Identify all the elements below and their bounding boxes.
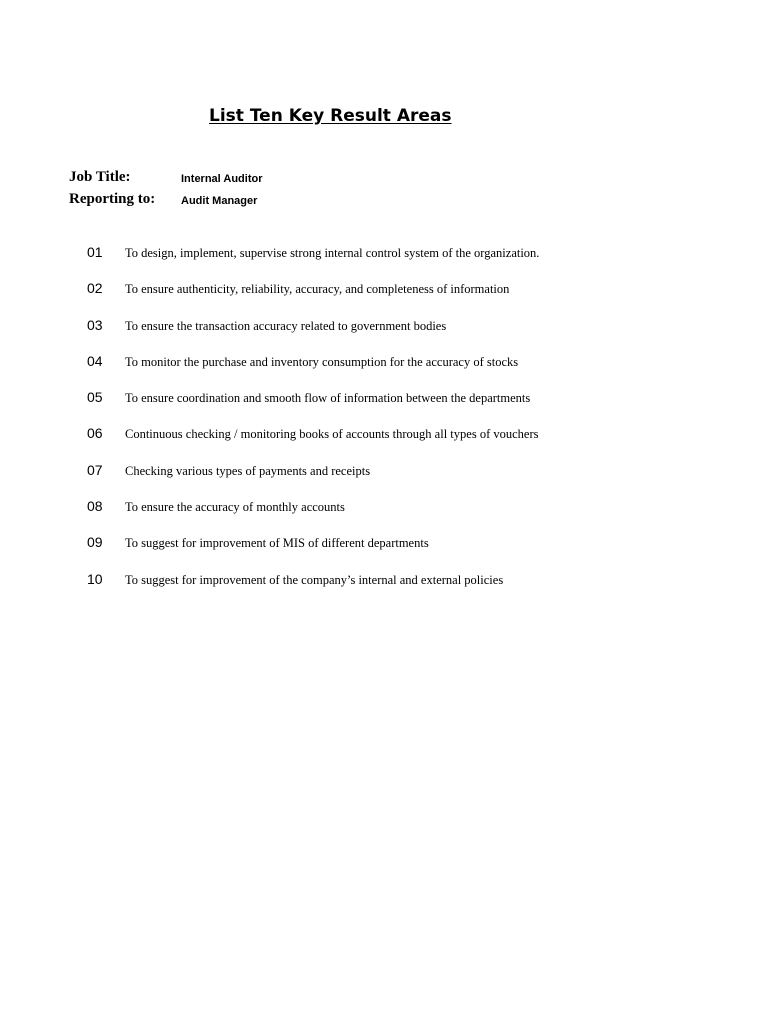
key-result-area-text: To ensure authenticity, reliability, accuracy, and completeness of information	[125, 282, 510, 297]
reporting-to-value: Audit Manager	[181, 195, 258, 207]
key-result-areas-list	[0, 244, 768, 607]
key-result-area-item	[0, 425, 768, 461]
key-result-area-number: 08	[87, 498, 103, 515]
key-result-area-text: To suggest for improvement of MIS of different departments	[125, 536, 429, 551]
key-result-area-item	[0, 534, 768, 570]
key-result-area-text: To ensure the accuracy of monthly accounts	[125, 500, 345, 515]
key-result-area-text: Continuous checking / monitoring books of accounts through all types of vouchers	[125, 427, 539, 442]
key-result-area-number: 01	[87, 244, 103, 260]
key-result-area-text: Checking various types of payments and receipts	[125, 463, 371, 478]
key-result-area-text: To monitor the purchase and inventory consumption for the accuracy of stocks	[125, 354, 519, 369]
key-result-area-number: 05	[87, 389, 103, 406]
key-result-area-number: 10	[87, 570, 103, 587]
key-result-area-item	[0, 244, 768, 280]
key-result-area-item	[0, 571, 768, 607]
key-result-area-number: 02	[87, 280, 103, 297]
reporting-to-label: Reporting to:	[69, 191, 156, 207]
key-result-area-text: To design, implement, supervise strong internal control system of the organization.	[125, 246, 540, 260]
key-result-area-number: 06	[87, 425, 103, 442]
document-title: List Ten Key Result Areas	[209, 106, 452, 126]
key-result-area-number: 07	[87, 461, 103, 478]
key-result-area-item	[0, 462, 768, 498]
key-result-area-item	[0, 353, 768, 389]
key-result-area-number: 03	[87, 316, 103, 333]
key-result-area-text: To suggest for improvement of the company’s internal and external policies	[125, 572, 504, 587]
key-result-area-item	[0, 498, 768, 534]
key-result-area-text: To ensure coordination and smooth flow of information between the departments	[125, 391, 531, 406]
key-result-area-item	[0, 280, 768, 316]
key-result-area-item	[0, 317, 768, 353]
key-result-area-text: To ensure the transaction accuracy related to government bodies	[125, 318, 447, 333]
job-title-value: Internal Auditor	[181, 173, 263, 185]
key-result-area-number: 04	[87, 352, 103, 369]
job-title-label: Job Title:	[69, 169, 131, 185]
key-result-area-item	[0, 389, 768, 425]
key-result-area-number: 09	[87, 534, 103, 551]
